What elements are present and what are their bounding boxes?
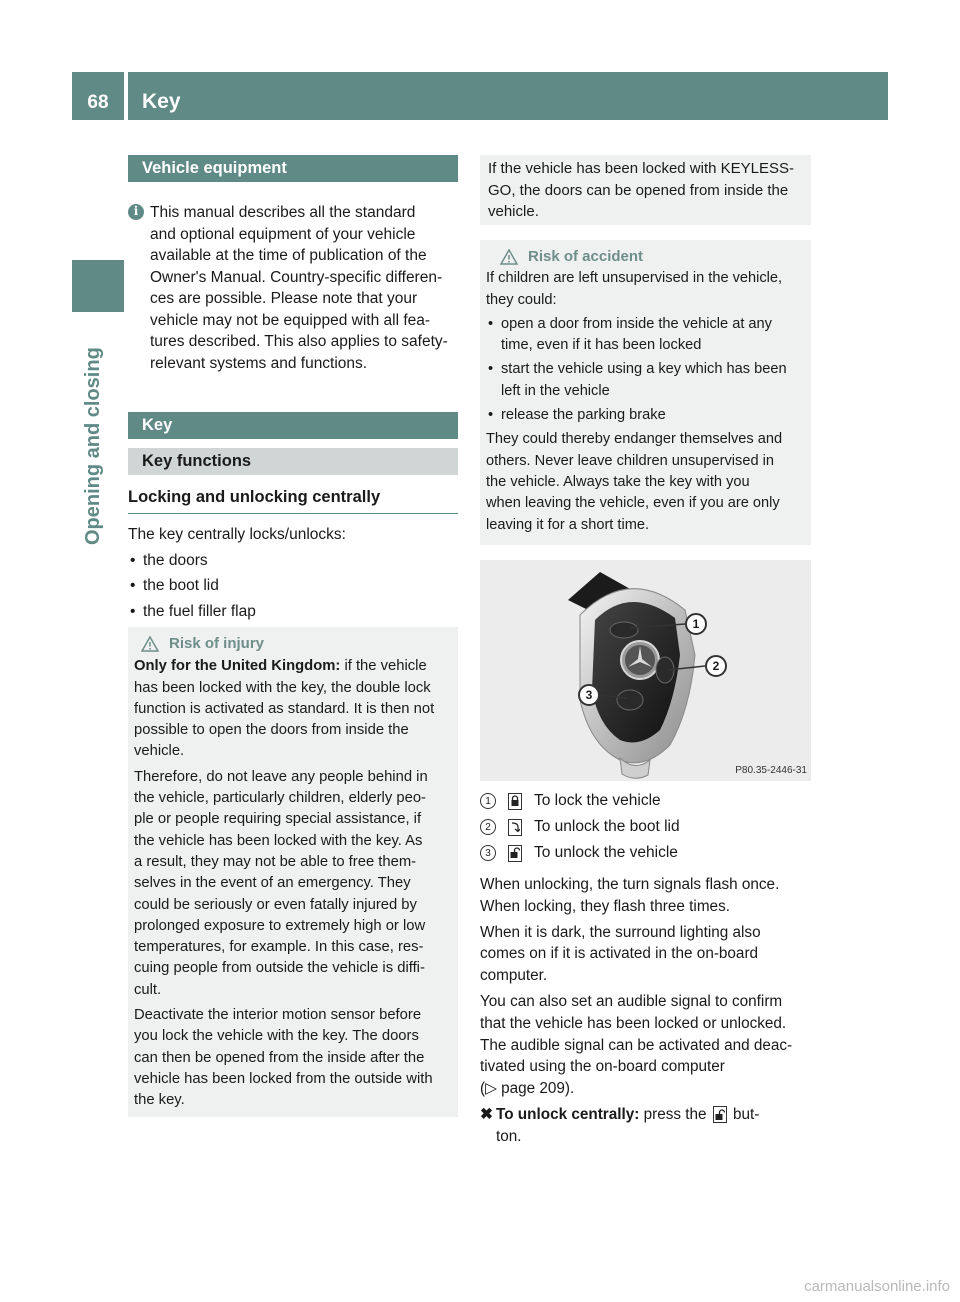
list-item: • the doors xyxy=(128,550,458,572)
lock-icon xyxy=(508,793,522,810)
key-illustration xyxy=(480,560,811,781)
text-line xyxy=(496,1104,759,1126)
paragraph xyxy=(480,922,815,987)
text-line: available at the time of publication of the xyxy=(150,247,427,264)
text-line: vehicle. xyxy=(488,203,539,220)
paragraph xyxy=(480,874,815,918)
accident-warning-box xyxy=(480,240,811,545)
warning-paragraph xyxy=(134,656,452,762)
chapter-label: Opening and closing xyxy=(82,347,104,545)
text-line: the vehicle. Always take the key with you xyxy=(486,473,750,490)
warning-title-text: Risk of injury xyxy=(169,635,265,652)
callout-1: 1 xyxy=(685,613,707,635)
text-line: This manual describes all the standard xyxy=(150,204,416,221)
text-line: temperatures, for example. In this case, res- xyxy=(134,939,424,956)
text-line: Therefore, do not leave any people behind in xyxy=(134,768,428,785)
locking-section xyxy=(128,524,458,622)
figure-code: P80.35-2446-31 xyxy=(735,765,807,776)
text-line: When unlocking, the turn signals flash once. xyxy=(480,876,780,893)
list-item: • the fuel filler flap xyxy=(128,601,458,623)
intro-text: The key centrally locks/unlocks: xyxy=(128,526,346,543)
unlock-icon xyxy=(508,845,522,862)
paragraph xyxy=(480,991,815,1100)
text-line: computer. xyxy=(480,967,548,985)
text-line: can then be opened from the inside after the xyxy=(134,1049,425,1066)
text-line: vehicle has been locked from the outside with xyxy=(134,1070,433,1087)
boot-lid-icon xyxy=(508,819,522,836)
legend-text: To lock the vehicle xyxy=(534,792,661,809)
text-line: cuing people from outside the vehicle is diffi- xyxy=(134,960,425,977)
text-line: time, even if it has been locked xyxy=(501,337,702,354)
info-note xyxy=(128,202,458,374)
text-line: the vehicle has been locked with the key. As xyxy=(134,832,423,849)
page-number: 68 xyxy=(72,72,124,120)
text-line: prolonged exposure to extremely high or low xyxy=(134,917,426,934)
text-line: They could thereby endanger themselves and xyxy=(486,431,783,448)
text-line: relevant systems and functions. xyxy=(150,354,368,372)
legend-number: 3 xyxy=(480,845,496,861)
legend-item xyxy=(480,814,811,840)
text-line: has been locked with the key, the double lock xyxy=(134,679,431,696)
legend-item xyxy=(480,788,811,814)
unlock-icon xyxy=(713,1106,727,1123)
warning-triangle-icon xyxy=(141,636,159,652)
text-line: tivated using the on-board computer xyxy=(480,1058,725,1076)
text-line: If children are left unsupervised in the vehicle, xyxy=(486,270,783,287)
text-line: you lock the vehicle with the key. The doors xyxy=(134,1028,419,1045)
keyless-go-box xyxy=(480,155,811,225)
text-line: a result, they may not be able to free them- xyxy=(134,853,417,870)
text-line: If the vehicle has been locked with KEYLESS- xyxy=(488,160,795,177)
warning-paragraph xyxy=(134,1005,452,1111)
text-line: and optional equipment of your vehicle xyxy=(150,225,416,243)
text-line: • release the parking brake xyxy=(501,407,666,424)
text-line: comes on if it is activated in the on-board xyxy=(480,945,759,963)
page-reference-link[interactable]: (▷ page 209). xyxy=(480,1080,575,1098)
text-line: others. Never leave children unsupervised in xyxy=(486,452,774,469)
vehicle-equipment-heading: Vehicle equipment xyxy=(128,155,458,182)
uk-label: Only for the United Kingdom: xyxy=(134,658,341,675)
text-line: The audible signal can be activated and deac- xyxy=(480,1036,793,1054)
warning-title xyxy=(134,633,452,654)
warning-title-text: Risk of accident xyxy=(528,248,644,265)
right-body xyxy=(480,874,815,1148)
injury-warning-box xyxy=(128,627,458,1117)
text-line: • open a door from inside the vehicle at any xyxy=(501,315,772,332)
callout-3: 3 xyxy=(578,684,600,706)
text-line: ces are possible. Please note that your xyxy=(150,290,418,307)
warning-paragraph xyxy=(134,767,452,1001)
list-item: • the boot lid xyxy=(128,575,458,597)
text-line: When locking, they flash three times. xyxy=(480,897,730,915)
text-line: ple or people requiring special assistance, if xyxy=(134,811,422,828)
locking-heading: Locking and unlocking centrally xyxy=(128,488,458,514)
text-line: that the vehicle has been locked or unlocked. xyxy=(480,1014,787,1032)
text-line: tures described. This also applies to safety- xyxy=(150,333,448,350)
warning-title xyxy=(486,246,805,267)
text-line: cult. xyxy=(134,981,162,998)
text-line xyxy=(134,656,452,677)
text-line: • start the vehicle using a key which has been xyxy=(501,361,787,378)
instruction-text: but- xyxy=(728,1105,760,1123)
instruction-step xyxy=(480,1104,815,1148)
arrow-icon: ✖ xyxy=(480,1105,493,1123)
text-line: vehicle may not be equipped with all fea- xyxy=(150,311,431,329)
text-line: You can also set an audible signal to confirm xyxy=(480,992,783,1010)
legend-number: 2 xyxy=(480,819,496,835)
key-functions-heading: Key functions xyxy=(128,448,458,475)
warning-triangle-icon xyxy=(500,249,518,265)
legend-text: To unlock the boot lid xyxy=(534,818,680,835)
list-item xyxy=(486,405,805,426)
text-line: selves in the event of an emergency. They xyxy=(134,875,411,892)
instruction-text: press the xyxy=(639,1105,711,1123)
legend-number: 1 xyxy=(480,793,496,809)
callout-2: 2 xyxy=(705,655,727,677)
key-heading: Key xyxy=(128,412,458,439)
text-line: ton. xyxy=(496,1127,522,1145)
text-line: GO, the doors can be opened from inside the xyxy=(488,181,789,199)
watermark: carmanualsonline.info xyxy=(804,1278,950,1295)
legend-text: To unlock the vehicle xyxy=(534,844,678,861)
text-line: possible to open the doors from inside the xyxy=(134,722,409,739)
text-line: Deactivate the interior motion sensor before xyxy=(134,1007,422,1024)
star-emblem xyxy=(621,641,659,679)
text-line: leaving it for a short time. xyxy=(486,516,650,533)
key-figure xyxy=(480,560,811,781)
text-line: left in the vehicle xyxy=(501,382,610,399)
legend-item xyxy=(480,840,811,866)
list-item xyxy=(486,314,805,357)
instruction-label: To unlock centrally: xyxy=(496,1105,640,1123)
text-line: vehicle. xyxy=(134,743,185,760)
text-line: they could: xyxy=(486,291,557,308)
text-line: When it is dark, the surround lighting also xyxy=(480,923,761,941)
text-line: Owner's Manual. Country-specific differen- xyxy=(150,268,443,286)
text-line: when leaving the vehicle, even if you are only xyxy=(486,495,780,512)
list-item xyxy=(486,359,805,402)
legend xyxy=(480,788,811,866)
page-title: Key xyxy=(128,72,888,120)
text-line: the key. xyxy=(134,1092,185,1109)
info-icon: i xyxy=(128,204,144,220)
text-line: could be seriously or even fatally injured by xyxy=(134,896,417,913)
uk-line-rest: if the vehicle xyxy=(340,658,427,675)
left-column xyxy=(128,155,458,374)
info-text xyxy=(150,202,458,374)
text-line: function is activated as standard. It is then not xyxy=(134,700,435,717)
text-line: the vehicle, particularly children, elderly peo- xyxy=(134,790,426,807)
